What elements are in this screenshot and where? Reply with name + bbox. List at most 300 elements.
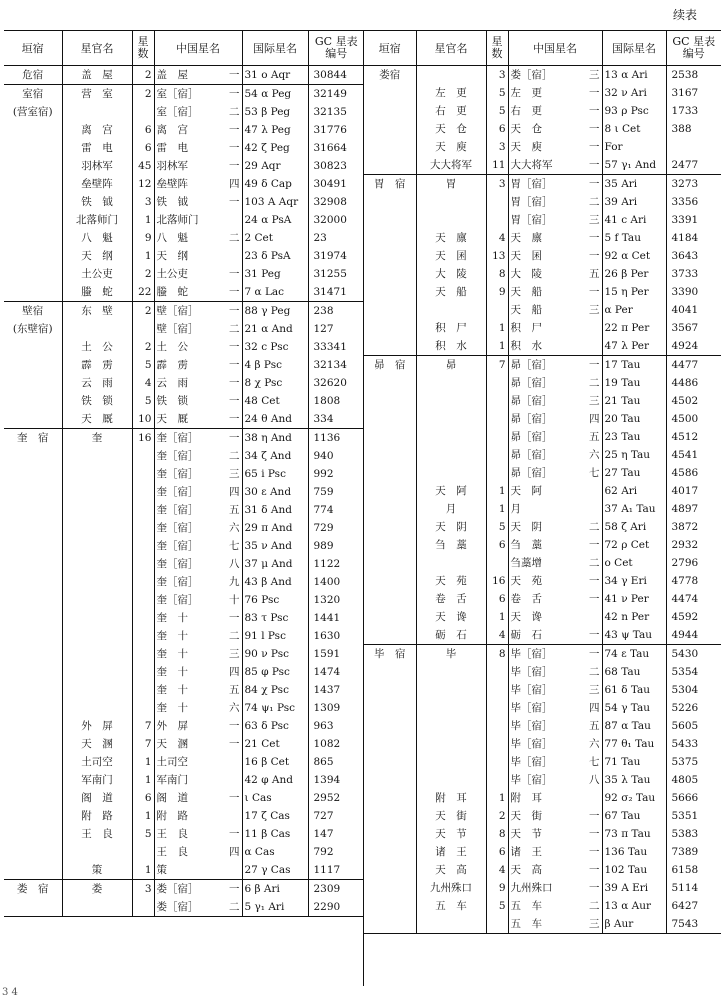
lodge-cell [4, 247, 62, 265]
star-count-cell [486, 771, 508, 789]
intl-name-cell: 21 α And [242, 320, 308, 338]
gc-number-cell: 1394 [308, 771, 364, 789]
asterism-cell [62, 645, 132, 663]
lodge-cell: 室宿 [4, 85, 62, 104]
intl-name-cell: 5 γ₁ Ari [242, 898, 308, 917]
chinese-name-cell: 外 屏 [154, 717, 214, 735]
chinese-name-cell: 奎［宿］ [154, 501, 214, 519]
star-count-cell [132, 519, 154, 537]
chinese-name-cell: 毕［宿］ [508, 663, 574, 681]
gc-number-cell: 31664 [308, 139, 364, 157]
chinese-number-cell: 一 [229, 720, 240, 732]
asterism-cell: 天 阴 [416, 518, 486, 536]
chinese-number-cell [214, 807, 242, 825]
right-table [364, 30, 721, 934]
star-count-cell [486, 663, 508, 681]
chinese-name-cell: 天 庾 [508, 138, 574, 156]
intl-name-cell: 42 n Per [602, 608, 666, 626]
asterism-cell: 羽林军 [62, 157, 132, 175]
lodge-cell: 娄 宿 [4, 880, 62, 899]
table-row [4, 320, 364, 338]
chinese-name-cell: 右 更 [508, 102, 574, 120]
lodge-cell [364, 699, 416, 717]
asterism-cell [416, 771, 486, 789]
table-row [4, 157, 364, 175]
star-count-cell [132, 103, 154, 121]
chinese-number-cell [574, 789, 602, 807]
chinese-number-cell: 一 [229, 792, 240, 804]
lodge-cell [4, 392, 62, 410]
intl-name-cell: 54 α Peg [242, 85, 308, 104]
intl-name-cell: 74 ε Tau [602, 645, 666, 664]
gc-number-cell: 334 [308, 410, 364, 429]
lodge-cell: (东壁宿) [12, 323, 53, 335]
table-row [364, 681, 721, 699]
star-count-cell [486, 410, 508, 428]
chinese-number-cell: 一 [589, 864, 600, 876]
table-row [4, 447, 364, 465]
asterism-cell: 雷 电 [62, 139, 132, 157]
asterism-cell: 北落师门 [62, 211, 132, 229]
chinese-number-cell: 一 [214, 85, 242, 104]
table-row [4, 283, 364, 302]
table-row [4, 338, 364, 356]
intl-name-cell: 23 Tau [602, 428, 666, 446]
chinese-name-cell: 雷 电 [154, 139, 214, 157]
chinese-name-cell: 昴［宿］ [508, 428, 574, 446]
lodge-cell [364, 663, 416, 681]
chinese-number-cell: 四 [229, 178, 240, 190]
intl-name-cell: 37 A₁ Tau [602, 500, 666, 518]
lodge-cell [4, 825, 62, 843]
lodge-cell [364, 446, 416, 464]
intl-name-cell: 17 Tau [602, 356, 666, 375]
chinese-name-cell: 昴［宿］ [508, 446, 574, 464]
chinese-name-cell: 壁［宿］ [154, 302, 214, 321]
lodge-cell [4, 211, 62, 229]
intl-name-cell: 77 θ₁ Tau [602, 735, 666, 753]
gc-number-cell: 5354 [666, 663, 721, 681]
chinese-name-cell: 天 街 [508, 807, 574, 825]
chinese-number-cell: 一 [229, 738, 240, 750]
star-count-cell [132, 501, 154, 519]
gc-number-cell: 3167 [666, 84, 721, 102]
asterism-cell: 云 雨 [62, 374, 132, 392]
intl-name-cell: 57 γ₁ And [602, 156, 666, 175]
chinese-number-cell: 八 [589, 774, 600, 786]
gc-number-cell: 4897 [666, 500, 721, 518]
asterism-cell [416, 446, 486, 464]
page-footer-mark: 3 4 [2, 987, 18, 998]
chinese-name-cell: 九州殊口 [508, 879, 574, 897]
gc-number-cell: 3733 [666, 265, 721, 283]
gc-number-cell: 3390 [666, 283, 721, 301]
star-count-cell: 7 [132, 735, 154, 753]
lodge-cell [364, 374, 416, 392]
table-row [364, 735, 721, 753]
asterism-cell: 昴 [416, 356, 486, 375]
left-header-row [4, 31, 364, 66]
gc-number-cell: 32149 [308, 85, 364, 104]
chinese-name-cell: 王 良 [154, 843, 214, 861]
intl-name-cell: 42 ζ Peg [242, 139, 308, 157]
asterism-cell: 天 溷 [62, 735, 132, 753]
intl-name-cell: 21 Tau [602, 392, 666, 410]
star-count-cell [132, 537, 154, 555]
gc-number-cell: 2290 [308, 898, 364, 917]
gc-number-cell: 1082 [308, 735, 364, 753]
chinese-number-cell: 三 [229, 468, 240, 480]
table-row [364, 374, 721, 392]
intl-name-cell: 8 ι Cet [602, 120, 666, 138]
chinese-number-cell [574, 608, 602, 626]
intl-name-cell: 30 ε And [242, 483, 308, 501]
chinese-name-cell: 奎［宿］ [154, 537, 214, 555]
intl-name-cell: 43 ψ Tau [602, 626, 666, 645]
chinese-number-cell: 一 [589, 575, 600, 587]
star-count-cell: 8 [486, 825, 508, 843]
intl-name-cell: 13 α Ari [602, 66, 666, 85]
chinese-name-cell: 奎［宿］ [154, 573, 214, 591]
asterism-cell [416, 717, 486, 735]
table-row [364, 428, 721, 446]
lodge-cell [4, 121, 62, 139]
lodge-cell [364, 482, 416, 500]
asterism-cell: 天 囷 [416, 247, 486, 265]
chinese-number-cell [214, 753, 242, 771]
gc-number-cell: 238 [308, 302, 364, 321]
intl-name-cell: 47 λ Per [602, 337, 666, 356]
gc-number-cell: 5304 [666, 681, 721, 699]
gc-number-cell [666, 138, 721, 156]
gc-number-cell: 1117 [308, 861, 364, 880]
chinese-number-cell: 一 [229, 160, 240, 172]
chinese-name-cell: 北落师门 [154, 211, 214, 229]
star-count-cell: 2 [132, 265, 154, 283]
asterism-cell [62, 573, 132, 591]
star-count-cell: 3 [132, 880, 154, 899]
table-row [4, 898, 364, 917]
intl-name-cell: 25 η Tau [602, 446, 666, 464]
lodge-cell [4, 465, 62, 483]
star-count-cell [132, 483, 154, 501]
star-count-cell: 6 [486, 843, 508, 861]
chinese-number-cell: 一 [214, 429, 242, 448]
lodge-cell [364, 536, 416, 554]
table-row [364, 807, 721, 825]
table-row [4, 645, 364, 663]
intl-name-cell: 84 χ Psc [242, 681, 308, 699]
chinese-number-cell: 四 [229, 486, 240, 498]
chinese-name-cell: 五 车 [508, 915, 574, 934]
chinese-number-cell: 八 [229, 558, 240, 570]
intl-name-cell: 26 β Per [602, 265, 666, 283]
chinese-name-cell: 奎［宿］ [154, 429, 214, 448]
asterism-cell: 天 阿 [416, 482, 486, 500]
chinese-name-cell: 天 厩 [154, 410, 214, 429]
asterism-cell [62, 465, 132, 483]
star-count-cell: 3 [486, 66, 508, 85]
intl-name-cell: 73 π Tau [602, 825, 666, 843]
chinese-number-cell: 一 [574, 356, 602, 375]
chinese-name-cell: 天 溷 [154, 735, 214, 753]
intl-name-cell: 39 A Eri [602, 879, 666, 897]
intl-name-cell: ι Cas [242, 789, 308, 807]
gc-number-cell: 30844 [308, 66, 364, 85]
gc-number-cell: 31974 [308, 247, 364, 265]
star-count-cell: 12 [132, 175, 154, 193]
table-row [364, 464, 721, 482]
gc-number-cell: 31776 [308, 121, 364, 139]
star-count-cell: 1 [132, 807, 154, 825]
asterism-cell: 铁 钺 [62, 193, 132, 211]
lodge-cell [4, 356, 62, 374]
intl-name-cell: 74 ψ₁ Psc [242, 699, 308, 717]
chinese-name-cell: 垒壁阵 [154, 175, 214, 193]
chinese-name-cell: 昴［宿］ [508, 374, 574, 392]
chinese-number-cell: 一 [229, 69, 240, 81]
intl-name-cell: 27 Tau [602, 464, 666, 482]
chinese-name-cell: 离 宫 [154, 121, 214, 139]
star-count-cell: 2 [132, 338, 154, 356]
intl-name-cell: 27 γ Cas [242, 861, 308, 880]
header-chinese-name: 中国星名 [154, 31, 242, 66]
gc-number-cell: 30823 [308, 157, 364, 175]
table-row [364, 410, 721, 428]
gc-number-cell: 6158 [666, 861, 721, 879]
gc-number-cell: 2796 [666, 554, 721, 572]
chinese-number-cell: 一 [229, 268, 240, 280]
asterism-cell [62, 627, 132, 645]
chinese-number-cell: 一 [574, 175, 602, 194]
asterism-cell [416, 374, 486, 392]
star-count-cell: 1 [132, 211, 154, 229]
chinese-name-cell: 娄［宿］ [154, 880, 214, 899]
chinese-name-cell: 胃［宿］ [508, 211, 574, 229]
chinese-name-cell: 砺 石 [508, 626, 574, 645]
star-count-cell [132, 465, 154, 483]
chinese-name-cell: 天 苑 [508, 572, 574, 590]
table-row [4, 392, 364, 410]
star-count-cell: 1 [132, 247, 154, 265]
table-row [364, 102, 721, 120]
asterism-cell [62, 483, 132, 501]
lodge-cell [364, 283, 416, 301]
table-row [364, 229, 721, 247]
table-row [364, 482, 721, 500]
chinese-number-cell: 一 [214, 880, 242, 899]
chinese-name-cell: 天 囷 [508, 247, 574, 265]
lodge-cell [364, 843, 416, 861]
chinese-name-cell: 毕［宿］ [508, 699, 574, 717]
table-row [364, 138, 721, 156]
star-count-cell [486, 193, 508, 211]
star-count-cell: 6 [132, 139, 154, 157]
gc-number-cell: 31255 [308, 265, 364, 283]
gc-number-cell: 4805 [666, 771, 721, 789]
asterism-cell: 天 纲 [62, 247, 132, 265]
star-count-cell: 16 [132, 429, 154, 448]
intl-name-cell: 72 ρ Cet [602, 536, 666, 554]
asterism-cell: 附 路 [62, 807, 132, 825]
chinese-name-cell: 天 高 [508, 861, 574, 879]
star-count-cell: 13 [486, 247, 508, 265]
asterism-cell: 积 水 [416, 337, 486, 356]
chinese-name-cell: 天 廪 [508, 229, 574, 247]
lodge-cell [364, 319, 416, 337]
chinese-number-cell [574, 319, 602, 337]
intl-name-cell: α Cas [242, 843, 308, 861]
lodge-cell: 娄宿 [379, 69, 401, 81]
chinese-name-cell: 娄［宿］ [508, 66, 574, 85]
star-count-cell: 5 [486, 518, 508, 536]
gc-number-cell: 4041 [666, 301, 721, 319]
gc-number-cell: 4924 [666, 337, 721, 356]
gc-number-cell: 30491 [308, 175, 364, 193]
lodge-cell [364, 879, 416, 897]
lodge-cell [4, 717, 62, 735]
chinese-number-cell: 四 [229, 846, 240, 858]
asterism-cell [62, 519, 132, 537]
asterism-cell: 天 高 [416, 861, 486, 879]
asterism-cell: 土司空 [62, 753, 132, 771]
lodge-cell [364, 84, 416, 102]
asterism-cell: 营 室 [62, 85, 132, 104]
star-count-cell: 6 [486, 590, 508, 608]
table-row [364, 175, 721, 194]
star-count-cell [486, 464, 508, 482]
lodge-cell [364, 518, 416, 536]
asterism-cell [416, 915, 486, 934]
header-gc: GC 星表编号 [666, 31, 721, 66]
chinese-name-cell: 毕［宿］ [508, 735, 574, 753]
chinese-number-cell [574, 500, 602, 518]
chinese-number-cell: 九 [229, 576, 240, 588]
asterism-cell: 胃 [416, 175, 486, 194]
intl-name-cell: 2 Cet [242, 229, 308, 247]
gc-number-cell: 32134 [308, 356, 364, 374]
chinese-name-cell: 奎 十 [154, 699, 214, 717]
gc-number-cell: 1630 [308, 627, 364, 645]
intl-name-cell: ο Cet [602, 554, 666, 572]
lodge-cell [364, 229, 416, 247]
lodge-cell [364, 247, 416, 265]
table-row [4, 247, 364, 265]
chinese-name-cell: 土公吏 [154, 265, 214, 283]
gc-number-cell: 3356 [666, 193, 721, 211]
star-count-cell: 22 [132, 283, 154, 302]
table-row [364, 337, 721, 356]
gc-number-cell: 3567 [666, 319, 721, 337]
table-row [4, 771, 364, 789]
star-count-cell: 7 [132, 717, 154, 735]
star-count-cell: 5 [486, 897, 508, 915]
star-count-cell [132, 699, 154, 717]
gc-number-cell: 4474 [666, 590, 721, 608]
lodge-cell [4, 374, 62, 392]
asterism-cell [62, 843, 132, 861]
chinese-number-cell: 一 [229, 286, 240, 298]
header-intl-name: 国际星名 [242, 31, 308, 66]
intl-name-cell: 90 ν Psc [242, 645, 308, 663]
chinese-name-cell: 壁［宿］ [154, 320, 214, 338]
star-count-cell: 6 [486, 120, 508, 138]
chinese-number-cell: 一 [229, 377, 240, 389]
star-count-cell: 2 [132, 66, 154, 85]
table-row [4, 501, 364, 519]
intl-name-cell: 16 β Cet [242, 753, 308, 771]
asterism-cell: 螣 蛇 [62, 283, 132, 302]
table-row [364, 536, 721, 554]
lodge-cell [364, 915, 416, 934]
chinese-number-cell: 三 [589, 214, 600, 226]
lodge-cell [4, 861, 62, 880]
lodge-cell [4, 519, 62, 537]
lodge-cell [4, 229, 62, 247]
chinese-name-cell: 奎［宿］ [154, 483, 214, 501]
lodge-cell [4, 265, 62, 283]
gc-number-cell: 32908 [308, 193, 364, 211]
star-count-cell: 3 [132, 193, 154, 211]
chinese-number-cell [214, 211, 242, 229]
intl-name-cell: 7 α Lac [242, 283, 308, 302]
chinese-number-cell: 三 [589, 684, 600, 696]
table-row [4, 609, 364, 627]
chinese-name-cell: 附 路 [154, 807, 214, 825]
table-row [4, 66, 364, 85]
right-header-row [364, 31, 721, 66]
asterism-cell [62, 898, 132, 917]
star-count-cell [132, 663, 154, 681]
chinese-name-cell: 大大将军 [508, 156, 574, 175]
asterism-cell: 砺 石 [416, 626, 486, 645]
star-count-cell: 5 [486, 102, 508, 120]
table-row [364, 608, 721, 626]
intl-name-cell: 136 Tau [602, 843, 666, 861]
intl-name-cell: 35 λ Tau [602, 771, 666, 789]
star-count-cell: 9 [486, 283, 508, 301]
gc-number-cell: 4184 [666, 229, 721, 247]
chinese-name-cell: 奎 十 [154, 627, 214, 645]
star-count-cell [486, 446, 508, 464]
star-count-cell: 10 [132, 410, 154, 429]
intl-name-cell: 24 α PsA [242, 211, 308, 229]
lodge-cell [364, 301, 416, 319]
intl-name-cell: 11 β Cas [242, 825, 308, 843]
star-count-cell [486, 374, 508, 392]
intl-name-cell: 76 Psc [242, 591, 308, 609]
gc-number-cell: 3273 [666, 175, 721, 194]
gc-number-cell: 865 [308, 753, 364, 771]
chinese-number-cell: 一 [229, 413, 240, 425]
gc-number-cell: 5433 [666, 735, 721, 753]
table-row [4, 591, 364, 609]
header-asterism: 星官名 [62, 31, 132, 66]
lodge-cell [4, 645, 62, 663]
chinese-number-cell: 五 [589, 720, 600, 732]
asterism-cell: 毕 [416, 645, 486, 664]
asterism-cell [62, 103, 132, 121]
asterism-cell: 阁 道 [62, 789, 132, 807]
chinese-name-cell: 卷 舌 [508, 590, 574, 608]
asterism-cell: 天 街 [416, 807, 486, 825]
chinese-name-cell: 土 公 [154, 338, 214, 356]
asterism-cell [416, 554, 486, 572]
asterism-cell [416, 193, 486, 211]
table-row [364, 84, 721, 102]
chinese-number-cell: 三 [589, 304, 600, 316]
lodge-cell [364, 428, 416, 446]
